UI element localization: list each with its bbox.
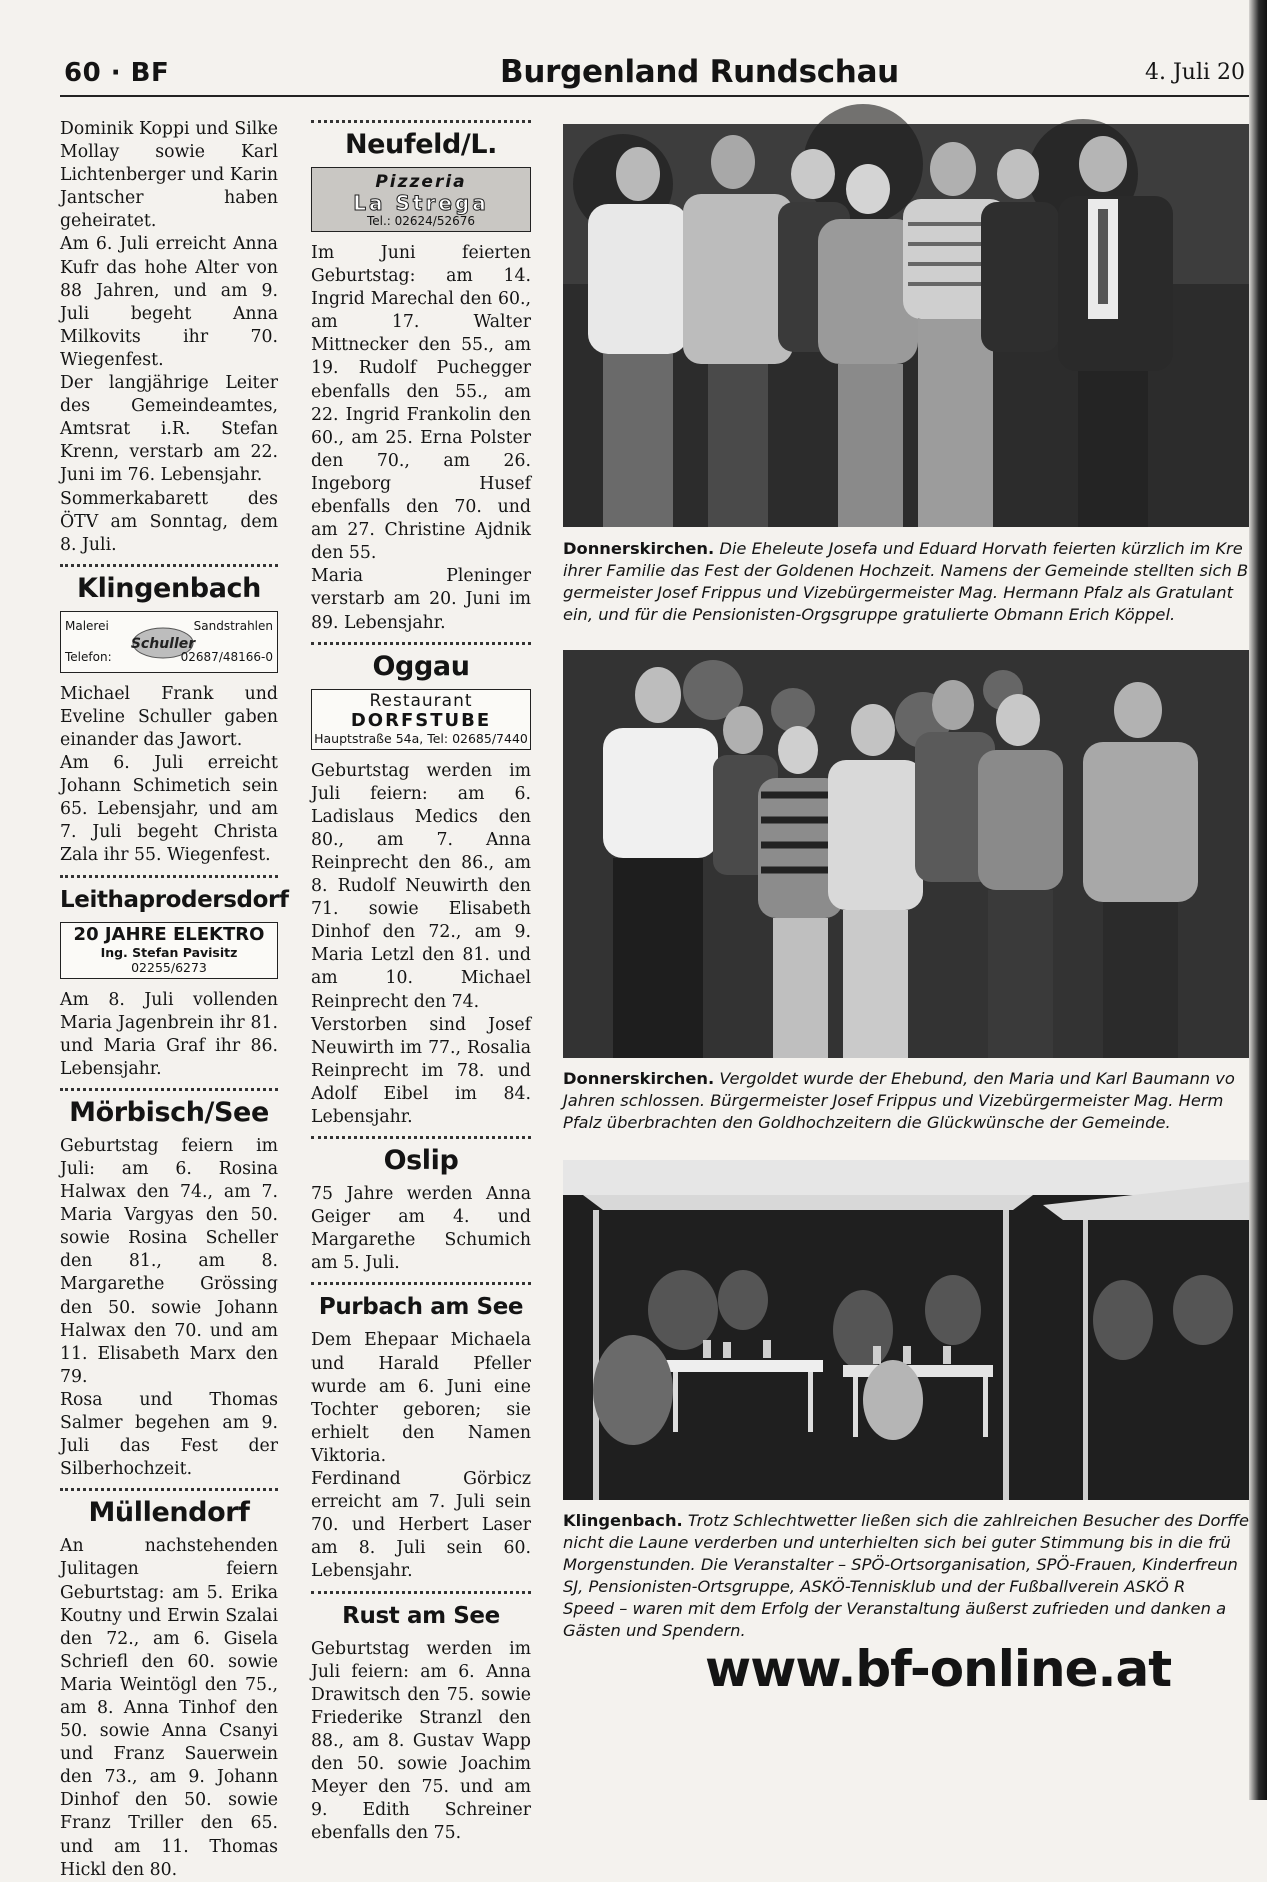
column-1 xyxy=(60,118,289,1882)
ad-address: Hauptstraße 54a, Tel: 02685/7440 xyxy=(314,730,528,746)
caption-location: Donnerskirchen. xyxy=(563,1069,715,1088)
section-heading-moerbisch: Mörbisch/See xyxy=(69,1096,269,1128)
caption-text: Vergoldet wurde der Ehebund, den Maria und Karl Baumann vo xyxy=(719,1069,1235,1088)
section-heading-neufeld: Neufeld/L. xyxy=(344,129,498,160)
section-heading-muellendorf: Müllendorf xyxy=(88,1497,250,1529)
paragraph: Im Juni feierten Geburtstag: am 14. Ingrid Marechal den 60., am 17. Walter Mittnecker den 55., am 19. Rudolf Puchegger ebenfalls den 55., am 22. Ingrid Frankolin den 60., am 25. Erna Polster den 70., am 26. Ingeborg Husef ebenfalls den 70. und am 27. Christine Ajdnik den 55. xyxy=(311,243,531,564)
photo-image xyxy=(563,650,1267,1058)
caption-text: Trotz Schlechtwetter ließen sich die zahlreichen Besucher des Dorffe xyxy=(687,1511,1249,1530)
caption-text: Jahren schlossen. Bürgermeister Josef Frippus und Vizebürgermeister Mag. Herm xyxy=(563,1091,1224,1110)
paragraph: An nachstehenden Julitagen feiern Geburtstag: am 5. Erika Koutny und Erwin Szalai den 72., am 6. Gisela Schriefl den 60. sowie Maria Weintögl den 75., am 8. Anna Tinhof den 50. sowie Anna Csanyi und Franz Sauerwein den 73., am 9. Johann Dinhof den 50. sowie Franz Triller den 65. und am 11. Thomas Hickl den 80. xyxy=(60,1536,278,1880)
paragraph: Michael Frank und Eveline Schuller gaben einander das Jawort. xyxy=(60,683,278,750)
ad-restaurant-dorfstube xyxy=(311,689,531,750)
dotted-divider xyxy=(60,1488,278,1491)
paragraph: Sommerkabarett des ÖTV am Sonntag, dem 8. Juli. xyxy=(60,488,278,555)
photo-image xyxy=(563,1160,1267,1500)
caption-location: Donnerskirchen. xyxy=(563,539,715,558)
ad-text: Sandstrahlen xyxy=(193,618,273,633)
header-rule xyxy=(60,95,1265,97)
ad-text: Restaurant xyxy=(369,690,473,711)
caption-location: Klingenbach. xyxy=(563,1511,683,1530)
section-heading-oggau: Oggau xyxy=(372,650,470,682)
ad-text: Ing. Stefan Pavisitz xyxy=(100,944,238,960)
photo-klingenbach-festival xyxy=(563,1160,1267,1500)
dotted-divider xyxy=(311,1136,531,1139)
dotted-divider xyxy=(60,564,278,567)
dotted-divider xyxy=(311,1591,531,1594)
paragraph: Am 6. Juli erreicht Anna Kufr das hohe Alter von 88 Jahren, und am 9. Juli begeht Anna Milkovits ihr 70. Wiegenfest. xyxy=(60,234,278,370)
photo-golden-wedding-baumann xyxy=(563,650,1267,1058)
ad-pizzeria-la-strega xyxy=(311,167,531,232)
section-heading-purbach: Purbach am See xyxy=(318,1294,524,1321)
ad-text: 20 JAHRE ELEKTRO xyxy=(73,923,265,945)
dotted-divider xyxy=(311,120,531,123)
caption-text: ein, und für die Pensionisten-Orgsgruppe gratulierte Obmann Erich Köppel. xyxy=(563,605,1176,624)
caption-line xyxy=(563,538,1267,560)
ad-text: Pizzeria xyxy=(375,172,467,192)
paragraph: Maria Pleninger verstarb am 20. Juni im 89. Lebensjahr. xyxy=(311,566,531,633)
ad-phone: 02687/48166-0 xyxy=(180,649,273,664)
page-binding-edge xyxy=(1249,0,1267,1800)
ad-phone: 02255/6273 xyxy=(131,959,207,975)
paragraph: Ferdinand Görbicz erreicht am 7. Juli sein 70. und Herbert Laser am 8. Juli sein 60. Lebensjahr. xyxy=(311,1469,531,1582)
paragraph: Geburtstag werden im Juli feiern: am 6. Anna Drawitsch den 75. sowie Friederike Stranzl den 88., am 8. Gustav Wapp den 50. sowie Joachim Meyer den 75. und am 9. Edith Schreiner ebenfalls den 75. xyxy=(311,1638,531,1844)
paragraph: 75 Jahre werden Anna Geiger am 4. und Margarethe Schumich am 5. Juli. xyxy=(311,1184,531,1274)
ad-malerei-schuller xyxy=(60,611,278,673)
ad-phone: Tel.: 02624/52676 xyxy=(366,214,476,228)
ad-text: DORFSTUBE xyxy=(350,709,492,731)
paragraph: Dominik Koppi und Silke Mollay sowie Karl Lichtenberger und Karin Jantscher haben geheiratet. xyxy=(60,119,278,232)
caption-text: germeister Josef Frippus und Vizebürgermeister Mag. Hermann Pfalz als Gratulant xyxy=(563,583,1233,602)
caption-text: SJ, Pensionisten-Ortsgruppe, ASKÖ-Tennisklub und der Fußballverein ASKÖ R xyxy=(563,1577,1186,1596)
caption-text: Speed – waren mit dem Erfolg der Veranstaltung äußerst zufrieden und danken a xyxy=(563,1599,1227,1618)
photo-image xyxy=(563,124,1267,527)
issue-date: 4. Juli 20 xyxy=(1145,60,1246,85)
paragraph: Rosa und Thomas Salmer begehen am 9. Juli das Fest der Silberhochzeit. xyxy=(60,1389,278,1480)
caption-text: ihrer Familie das Fest der Goldenen Hochzeit. Namens der Gemeinde stellten sich B xyxy=(563,561,1249,580)
section-heading-rust: Rust am See xyxy=(342,1602,500,1629)
column-2 xyxy=(311,118,531,1845)
dotted-divider xyxy=(60,875,278,878)
caption-line xyxy=(563,1068,1267,1090)
paragraph: Der langjährige Leiter des Gemeindeamtes, Amtsrat i.R. Stefan Krenn, verstarb am 22. Juni im 76. Lebensjahr. xyxy=(60,373,278,486)
paragraph: Verstorben sind Josef Neuwirth im 77., Rosalia Reinprecht im 78. und Adolf Eibel im 84. Lebensjahr. xyxy=(311,1014,531,1127)
ad-text: La Strega xyxy=(353,191,489,215)
paragraph: Geburtstag werden im Juli feiern: am 6. Ladislaus Medics den 80., am 7. Anna Reinprecht den 86., am 8. Rudolf Neuwirth den 71. sowie Elisabeth Dinhof den 72., am 9. Maria Letzl den 81. und am 10. Michael Reinprecht den 74. xyxy=(311,760,531,1012)
photo-caption xyxy=(563,1510,1267,1642)
caption-text: Die Eheleute Josefa und Eduard Horvath feierten kürzlich im Kre xyxy=(719,539,1243,558)
photo-caption xyxy=(563,1068,1267,1134)
dotted-divider xyxy=(311,1282,531,1285)
photo-caption xyxy=(563,538,1267,626)
ad-text: Malerei xyxy=(65,618,109,633)
photo-golden-wedding-horvath xyxy=(563,124,1267,527)
paragraph: Am 6. Juli erreicht Johann Schimetich sein 65. Lebensjahr, und am 7. Juli begeht Christa Zala ihr 55. Wiegenfest. xyxy=(60,753,278,866)
ad-elektro-pavisitz xyxy=(60,922,278,979)
caption-line xyxy=(563,1510,1267,1532)
dotted-divider xyxy=(60,1088,278,1091)
paragraph: Dem Ehepaar Michaela und Harald Pfeller wurde am 6. Juni eine Tochter geboren; sie erhielt den Namen Viktoria. xyxy=(311,1330,531,1466)
caption-text: Morgenstunden. Die Veranstalter – SPÖ-Ortsorganisation, SPÖ-Frauen, Kinderfreun xyxy=(563,1555,1238,1574)
section-heading-klingenbach: Klingenbach xyxy=(77,572,261,604)
caption-text: Pfalz überbrachten den Goldhochzeitern die Glückwünsche der Gemeinde. xyxy=(563,1113,1171,1132)
ad-text: Telefon: xyxy=(65,649,112,664)
dotted-divider xyxy=(311,642,531,645)
website-url[interactable]: www.bf-online.at xyxy=(705,1640,1172,1698)
publication-title: Burgenland Rundschau xyxy=(500,54,899,90)
paragraph: Geburtstag feiern im Juli: am 6. Rosina Halwax den 74., am 7. Maria Vargyas den 50. sowie Rosina Scheller den 81., am 8. Margarethe Grössing den 50. sowie Johann Halwax den 70. und am 11. Elisabeth Marx den 79. xyxy=(60,1135,278,1387)
page-header xyxy=(60,52,1265,100)
section-heading-oslip: Oslip xyxy=(383,1145,459,1177)
page-number: 60 · BF xyxy=(64,58,170,88)
logo-text: Schuller xyxy=(130,635,196,652)
caption-text: nicht die Laune verderben und unterhielten sich bei guter Stimmung bis in die frü xyxy=(563,1533,1231,1552)
caption-text: Gästen und Spendern. xyxy=(563,1621,746,1640)
section-heading-leithaprodersdorf: Leithaprodersdorf xyxy=(60,886,289,913)
paragraph: Am 8. Juli vollenden Maria Jagenbrein ihr 81. und Maria Graf ihr 86. Lebensjahr. xyxy=(60,989,278,1079)
